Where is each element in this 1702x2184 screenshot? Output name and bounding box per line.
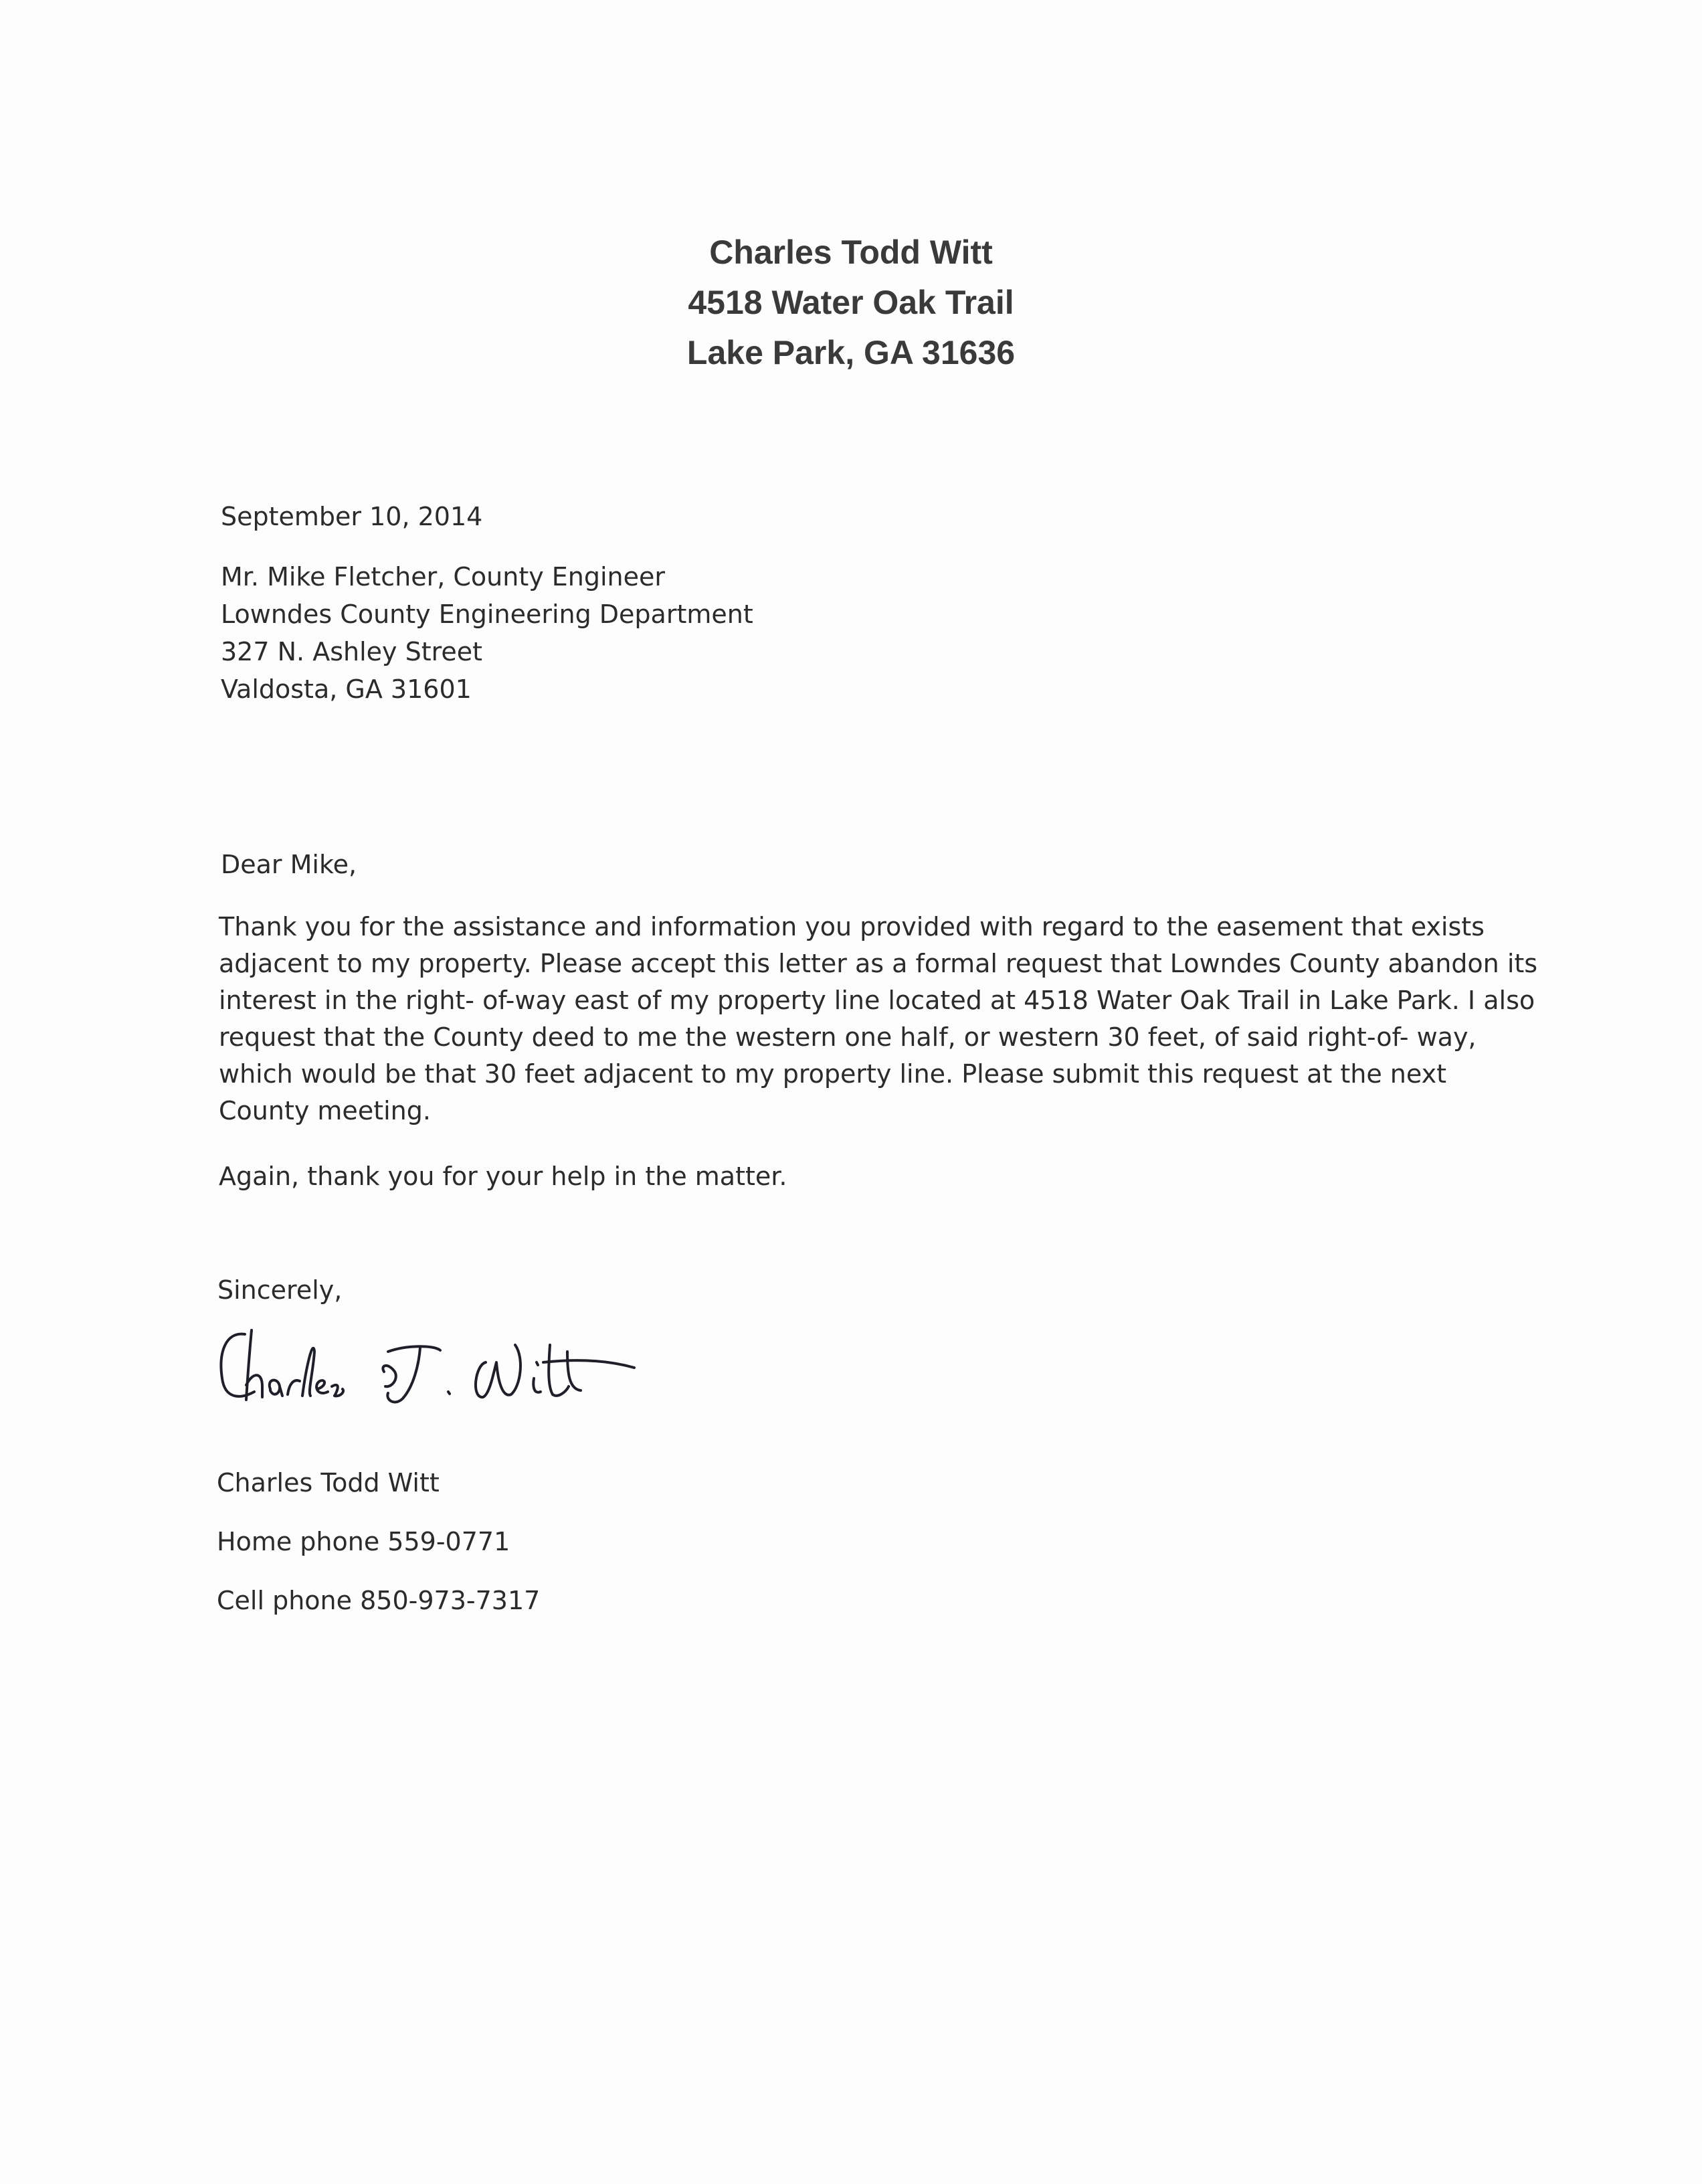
letterhead [0, 227, 1702, 378]
sender-city: Lake Park, GA 31636 [686, 334, 1016, 371]
body-paragraph [219, 909, 1543, 1129]
letter-date: September 10, 2014 [221, 502, 483, 531]
recipient-address [221, 558, 753, 708]
closing: Sincerely, [217, 1275, 343, 1305]
sender-name: Charles Todd Witt [709, 234, 993, 271]
recipient-line-3: 327 N. Ashley Street [221, 637, 483, 666]
signer-home-phone: Home phone 559-0771 [217, 1527, 510, 1556]
closing-paragraph: Again, thank you for your help in the matter. [219, 1162, 787, 1191]
signer-name: Charles Todd Witt [217, 1468, 440, 1497]
sender-street: 4518 Water Oak Trail [688, 284, 1014, 321]
body-line-3: interest in the right- of-way east of my property line located at 4518 Water Oak Trail in Lake Park. I also [219, 986, 1535, 1015]
body-line-6: County meeting. [219, 1096, 431, 1125]
recipient-line-1: Mr. Mike Fletcher, County Engineer [221, 562, 666, 592]
recipient-line-4: Valdosta, GA 31601 [221, 674, 472, 704]
signer-cell-phone: Cell phone 850-973-7317 [217, 1586, 541, 1615]
body-line-1: Thank you for the assistance and information you provided with regard to the easement that exists [219, 912, 1485, 941]
body-line-5: which would be that 30 feet adjacent to my property line. Please submit this request at the next [219, 1059, 1446, 1089]
body-line-2: adjacent to my property. Please accept this letter as a formal request that Lowndes County abandon its [219, 949, 1538, 978]
signer-block [217, 1453, 540, 1630]
recipient-line-2: Lowndes County Engineering Department [221, 600, 753, 629]
salutation: Dear Mike, [221, 850, 357, 879]
body-line-4: request that the County deed to me the western one half, or western 30 feet, of said right-of- way, [219, 1022, 1477, 1052]
handwritten-signature [213, 1325, 654, 1412]
